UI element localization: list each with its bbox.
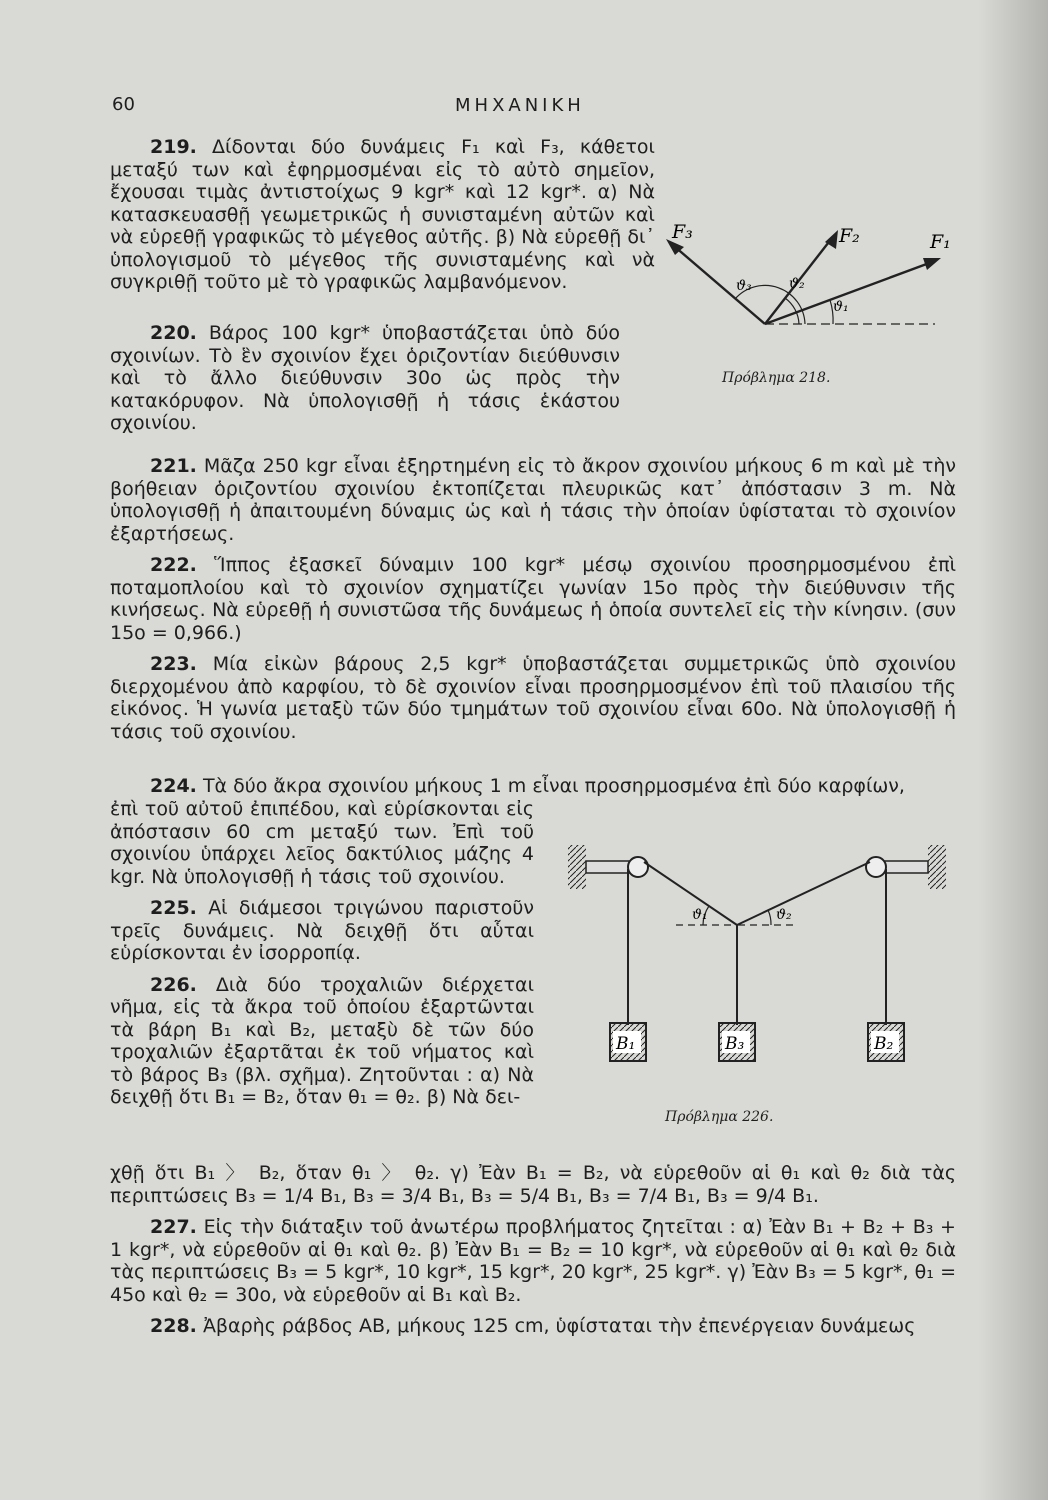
problem-number: 226. (150, 973, 197, 996)
problem-number: 227. (150, 1216, 197, 1238)
label-theta3: ϑ₃ (736, 278, 752, 294)
problem-number: 228. (150, 1315, 197, 1337)
label-f1: F₁ (930, 231, 951, 253)
problem-text: Βάρος 100 kgr* ὑποβαστάζεται ὑπὸ δύο σχοινίων. Τὸ ἓν σχοινίον ἔχει ὁριζοντίαν διεύθυνσιν καὶ τὸ ἄλλο διεύθυνσιν 30ο ὡς πρὸς τὴν κατακόρυφον. Νὰ ὑπολογισθῇ ἡ τάσις ἑκάστου σχοινίου. (110, 322, 620, 434)
page-edge-shadow (978, 0, 1048, 1500)
left-bracket (586, 861, 634, 873)
angle-arc-theta2 (768, 910, 771, 925)
right-wall (928, 845, 946, 889)
string-right-segment (737, 862, 870, 925)
label-theta2: ϑ₂ (789, 276, 805, 292)
right-pulley (866, 857, 886, 877)
problem-226-continued: χθῇ ὅτι B₁ 〉 B₂, ὅταν θ₁ 〉 θ₂. γ) Ἐὰν B₁ = B₂, νὰ εὑρεθοῦν αἱ θ₁ καὶ θ₂ διὰ τὰς περιπτώσεις B₃ = 1/4 B₁, B₃ = 3/4 B₁, B₃ = 5/4 B₁, B₃ = 7/4 B₁, B₃ = 9/4 B₁. (110, 1162, 956, 1207)
left-column-text (110, 798, 534, 1109)
problem-text: Τὰ δύο ἄκρα σχοινίου μήκους 1 m εἶναι προσηρμοσμένα ἐπὶ δύο καρφίων, (202, 775, 905, 797)
problem-number: 225. (150, 897, 197, 919)
label-f2: F₂ (839, 225, 860, 247)
problem-224-first-line (110, 775, 956, 798)
problem-224-continued: ἐπὶ τοῦ αὐτοῦ ἐπιπέδου, καὶ εὑρίσκονται εἰς ἀπόστασιν 60 cm μεταξύ των. Ἐπὶ τοῦ σχοινίου ὑπάρχει λεῖος δακτύλιος μάζης 4 kgr. Νὰ ὑπολογισθῇ ἡ τάσις τοῦ σχοινίου. (110, 798, 534, 888)
problem-text: Μᾶζα 250 kgr εἶναι ἐξηρτημένη εἰς τὸ ἄκρον σχοινίου μήκους 6 m καὶ μὲ τὴν βοήθειαν ὁριζοντίου σχοινίου ἐκτοπίζεται πλευρικῶς κατ᾽ ἀπόστασιν 3 m. Νὰ ὑπολογισθῇ ἡ ἀπαιτουμένη δύναμις ὡς καὶ ἡ τάσις τὴν ὁποίαν ὑφίσταται τὸ σχοινίον ἐξαρτήσεως. (110, 455, 956, 545)
problem-number: 222. (150, 554, 197, 576)
problem-220 (110, 322, 620, 435)
problem-text: Εἰς τὴν διάταξιν τοῦ ἀνωτέρω προβλήματος ζητεῖται : α) Ἐὰν B₁ + B₂ + B₃ + 1 kgr*, νὰ εὑρεθοῦν αἱ θ₁ καὶ θ₂. β) Ἐὰν B₁ = B₂ = 10 kgr*, νὰ εὑρεθοῦν αἱ θ₁ καὶ θ₂ διὰ τὰς περιπτώσεις B₃ = 5 kgr*, 10 kgr*, 15 kgr*, 20 kgr*, 25 kgr*. γ) Ἐὰν B₃ = 5 kgr*, θ₁ = 45ο καὶ θ₂ = 30ο, νὰ εὑρεθοῦν αἱ B₁ καὶ B₂. (110, 1216, 956, 1306)
problem-number: 220. (150, 322, 197, 344)
label-f3: F₃ (672, 221, 693, 243)
label-b3: B₃ (725, 1034, 745, 1054)
figure-218-caption: Πρόβλημα 218. (722, 370, 831, 386)
label-b2: B₂ (874, 1034, 894, 1054)
label-theta2: ϑ₂ (776, 907, 792, 923)
arrowhead-f1 (923, 258, 941, 270)
problem-number: 223. (150, 653, 197, 675)
label-theta1: ϑ₁ (833, 299, 849, 315)
label-b1: B₁ (616, 1034, 636, 1054)
running-title: ΜΗΧΑΝΙΚΗ (455, 95, 585, 116)
figure-226-caption: Πρόβλημα 226. (665, 1109, 774, 1125)
problem-number: 224. (150, 775, 197, 797)
problem-text: Αἱ διάμεσοι τριγώνου παριστοῦν τρεῖς δυνάμεις. Νὰ δειχθῇ ὅτι αὗται εὑρίσκονται ἐν ἰσορροπίᾳ. (110, 897, 534, 964)
left-pulley (628, 857, 648, 877)
problem-text: Μία εἰκὼν βάρους 2,5 kgr* ὑποβαστάζεται συμμετρικῶς ὑπὸ σχοινίου διερχομένου ἀπὸ καρφίου, τὸ δὲ σχοινίον εἶναι προσηρμοσμένον ἐπὶ τοῦ πλαισίου τῆς εἰκόνος. Ἡ γωνία μεταξὺ τῶν δύο τμημάτων τοῦ σχοινίου εἶναι 60ο. Νὰ ὑπολογισθῇ ἡ τάσις τοῦ σχοινίου. (110, 653, 956, 743)
page-number: 60 (112, 94, 135, 115)
problem-number: 219. (150, 136, 197, 158)
bottom-text (110, 1162, 956, 1338)
problem-219 (110, 136, 655, 294)
problems-221-223 (110, 455, 956, 743)
label-theta1: ϑ₁ (692, 907, 708, 923)
left-wall (568, 845, 586, 889)
problem-text: Ἵππος ἐξασκεῖ δύναμιν 100 kgr* μέσῳ σχοινίου προσηρμοσμένου ἐπὶ ποταμοπλοίου καὶ τὸ σχοινίον σχηματίζει γωνίαν 15ο πρὸς τὴν διεύθυνσιν τῆς κινήσεως. Νὰ εὑρεθῇ ἡ συνιστῶσα τῆς δυνάμεως ἡ ὁποία συντελεῖ εἰς τὴν κίνησιν. (συν 15ο = 0,966.) (110, 554, 957, 644)
problem-text: Διὰ δύο τροχαλιῶν διέρχεται νῆμα, εἰς τὰ ἄκρα τοῦ ὁποίου ἐξαρτῶνται τὰ βάρη B₁ καὶ B₂, μεταξὺ δὲ τῶν δύο τροχαλιῶν ἐξαρτᾶται ἐκ τοῦ νήματος καὶ τὸ βάρος B₃ (βλ. σχῆμα). Ζητοῦνται : α) Νὰ δειχθῇ ὅτι B₁ = B₂, ὅταν θ₁ = θ₂. β) Νὰ δει- (110, 973, 535, 1108)
figure-218 (660, 218, 960, 378)
right-bracket (880, 861, 928, 873)
figure-226 (564, 835, 954, 1075)
problem-text: Δίδονται δύο δυνάμεις F₁ καὶ F₃, κάθετοι μεταξύ των καὶ ἐφηρμοσμέναι εἰς τὸ αὐτὸ σημεῖον, ἔχουσαι τιμὰς ἀντιστοίχως 9 kgr* καὶ 12 kgr*. α) Νὰ κατασκευασθῇ γεωμετρικῶς ἡ συνισταμένη αὐτῶν καὶ νὰ εὑρεθῇ γραφικῶς τὸ μέγεθος αὐτῆς. β) Νὰ εὑρεθῇ δι᾽ ὑπολογισμοῦ τὸ μέγεθος τῆς συνισταμένης καὶ νὰ συγκριθῇ τοῦτο μὲ τὸ γραφικῶς λαμβανόμενον. (110, 136, 655, 293)
problem-text: Ἀβαρὴς ράβδος AB, μήκους 125 cm, ὑφίσταται τὴν ἐπενέργειαν δυνάμεως (202, 1315, 916, 1337)
string-left-segment (644, 862, 737, 925)
problem-number: 221. (150, 455, 197, 477)
